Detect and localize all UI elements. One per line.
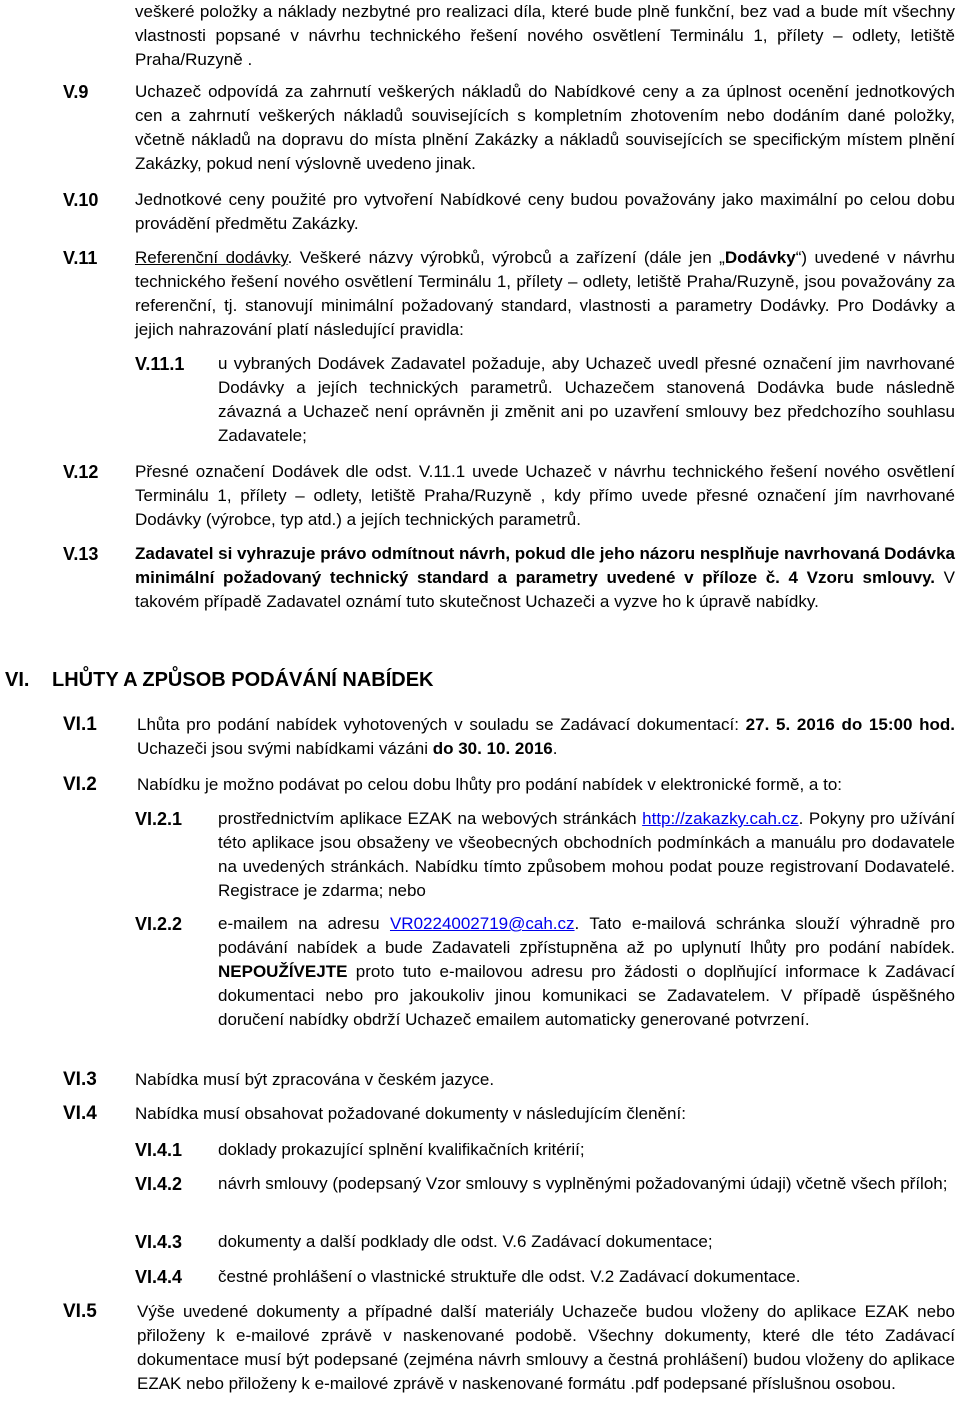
clause-number-vi4: VI.4 — [63, 1103, 97, 1124]
clause-number-v11: V.11 — [63, 248, 98, 268]
clause-number-vi2: VI.2 — [63, 774, 97, 795]
clause-text-vi1 — [137, 713, 955, 761]
clause-text-vi2-2 — [218, 912, 955, 1032]
clause-text-v10: Jednotkové ceny použité pro vytvoření Nabídkové ceny budou považovány jako maximální po celou dobu provádění předmětu Zakázky. — [135, 190, 955, 233]
section-title-vi: LHŮTY A ZPŮSOB PODÁVÁNÍ NABÍDEK — [52, 669, 434, 691]
clause-number-v10: V.10 — [63, 190, 99, 210]
ezak-link[interactable]: http://zakazky.cah.cz — [642, 809, 799, 828]
clause-text-v11-part2: “) uvedené v návrhu technického řešení nového osvětlení Terminálu 1, přílety – odlety, letiště Praha/Ruzyně, jsou považovány za referenční, tj. stanovují minimální požadovaný standard, vlastnosti a parametry Dodávky. Pro Dodávky a jejich nahrazování platí následující pravidla: — [135, 248, 956, 339]
clause-number-vi4-3: VI.4.3 — [135, 1232, 183, 1252]
clause-text-vi4-4: čestné prohlášení o vlastnické struktuře dle odst. V.2 Zadávací dokumentace. — [218, 1267, 801, 1286]
clause-number-vi2-1: VI.2.1 — [135, 809, 183, 829]
clause-number-v9: V.9 — [63, 82, 89, 102]
vi2-2-part3: proto tuto e-mailovou adresu pro žádosti o doplňující informace k Zadávací dokumentaci nebo pro jakoukoliv jinou komunikaci se Zadavatelem. V případě úspěšného doručení nabídky obdrží Uchazeč emailem automaticky generované potvrzení. — [218, 962, 955, 1029]
clause-number-vi1: VI.1 — [63, 714, 97, 735]
vi2-2-part2: . Tato e-mailová schránka slouží výhradně pro podávání nabídek a bude Zadavateli zpřístupněna až po uplynutí lhůty pro podání nabídek. — [218, 914, 955, 957]
vi2-2-part1: e-mailem na adresu — [218, 914, 390, 933]
clause-text-v13 — [135, 542, 955, 614]
clause-text-v11-1: u vybraných Dodávek Zadavatel požaduje, aby Uchazeč uvedl přesné označení jim navrhované Dodávky a jejích technických parametrů. Uchazečem stanovená Dodávka bude následně závazná a Uchazeč není oprávněn ji změnit ani po uzavření smlouvy bez předchozího souhlasu Zadavatele; — [218, 354, 955, 445]
clause-number-vi4-2: VI.4.2 — [135, 1174, 183, 1194]
clause-number-vi3: VI.3 — [63, 1069, 97, 1090]
vi1-binding-date: do 30. 10. 2016 — [432, 739, 553, 758]
clause-number-v11-1: V.11.1 — [135, 354, 185, 374]
clause-text-vi4-3: dokumenty a další podklady dle odst. V.6 Zadávací dokumentace; — [218, 1232, 713, 1251]
clause-text-vi4: Nabídka musí obsahovat požadované dokumenty v následujícím členění: — [135, 1104, 686, 1123]
vi1-part1: Lhůta pro podání nabídek vyhotovených v souladu se Zadávací dokumentací: — [137, 715, 746, 734]
vi1-part3: . — [552, 739, 558, 758]
clause-text-v11 — [135, 246, 955, 342]
clause-text-v13-bold: Zadavatel si vyhrazuje právo odmítnout návrh, pokud dle jeho názoru nesplňuje navrhovaná Dodávka minimální požadovaný technický standard a parametry uvedené v příloze č. 4 Vzoru smlouvy. — [135, 544, 955, 587]
vi1-part2: Uchazeči jsou svými nabídkami vázáni — [137, 739, 433, 758]
referencni-dodavky-label: Referenční dodávky — [135, 248, 288, 267]
email-link[interactable]: VR0224002719@cah.cz — [389, 914, 575, 933]
clause-number-vi4-4: VI.4.4 — [135, 1267, 183, 1287]
clause-text-v11-part1: . Veškeré názvy výrobků, výrobců a zařízení (dále jen „ — [287, 248, 725, 267]
vi2-1-part1: prostřednictvím aplikace EZAK na webových stránkách — [218, 809, 643, 828]
clause-text-vi2-1 — [218, 807, 955, 903]
vi2-1-part2: . Pokyny pro užívání této aplikace jsou obsaženy ve všeobecných obchodních podmínkách a manuálu pro dodavatele na uvedených stránkách. Nabídku tímto způsobem mohou podat pouze registrovaní Dodavatelé. Registrace je zdarma; nebo — [218, 809, 955, 900]
clause-text-vi2: Nabídku je možno podávat po celou dobu lhůty pro podání nabídek v elektronické formě, a to: — [137, 775, 843, 794]
clause-number-vi4-1: VI.4.1 — [135, 1140, 183, 1160]
clause-text-vi4-2: návrh smlouvy (podepsaný Vzor smlouvy s vyplněnými požadovanými údaji) včetně všech příloh; — [218, 1174, 948, 1193]
clause-text-v13-rest: V takovém případě Zadavatel oznámí tuto skutečnost Uchazeči a vyzve ho k úpravě nabídky. — [135, 568, 956, 611]
nepouzivejte-warning: NEPOUŽÍVEJTE — [218, 962, 348, 981]
section-number-vi: VI. — [5, 669, 30, 691]
clause-number-v12: V.12 — [63, 462, 99, 482]
vi1-deadline: 27. 5. 2016 do 15:00 hod. — [745, 715, 955, 734]
clause-number-v13: V.13 — [63, 544, 99, 564]
clause-number-vi2-2: VI.2.2 — [135, 914, 183, 934]
clause-text-v12: Přesné označení Dodávek dle odst. V.11.1 uvede Uchazeč v návrhu technického řešení nového osvětlení Terminálu 1, přílety – odlety, letiště Praha/Ruzyně , kdy přímo uvede přesné označení jím navrhované Dodávky (výrobce, typ atd.) a jejích technických parametrů. — [135, 462, 955, 529]
top-paragraph: veškeré položky a náklady nezbytné pro realizaci díla, které bude plně funkční, bez vad a bude mít všechny vlastnosti popsané v návrhu technického řešení nového osvětlení Terminálu 1, přílety – odlety, letiště Praha/Ruzyně . — [135, 2, 955, 69]
clause-text-vi4-1: doklady prokazující splnění kvalifikačních kritérií; — [218, 1140, 585, 1159]
clause-text-v9: Uchazeč odpovídá za zahrnutí veškerých nákladů do Nabídkové ceny a za úplnost ocenění jednotkových cen a zahrnutí veškerých nákladů souvisejících s kompletním zhotovením nebo dodáním dané položky, včetně nákladů na dopravu do místa plnění Zakázky a nákladů souvisejících se specifickým místem plnění Zakázky, pokud není výslovně uvedeno jinak. — [135, 82, 955, 173]
dodavky-term: Dodávky — [724, 248, 796, 267]
clause-text-vi5: Výše uvedené dokumenty a případné další materiály Uchazeče budou vloženy do aplikace EZAK nebo přiloženy k e-mailové zprávě v naskenované podobě. Všechny dokumenty, které dle této Zadávací dokumentace musí být podepsané (zejména návrh smlouvy a čestná prohlášení) budou vloženy do aplikace EZAK nebo přiloženy k e-mailové zprávě v naskenované formátu .pdf podepsané příslušnou osobou. — [137, 1302, 955, 1393]
clause-number-vi5: VI.5 — [63, 1301, 97, 1322]
clause-text-vi3: Nabídka musí být zpracována v českém jazyce. — [135, 1070, 495, 1089]
